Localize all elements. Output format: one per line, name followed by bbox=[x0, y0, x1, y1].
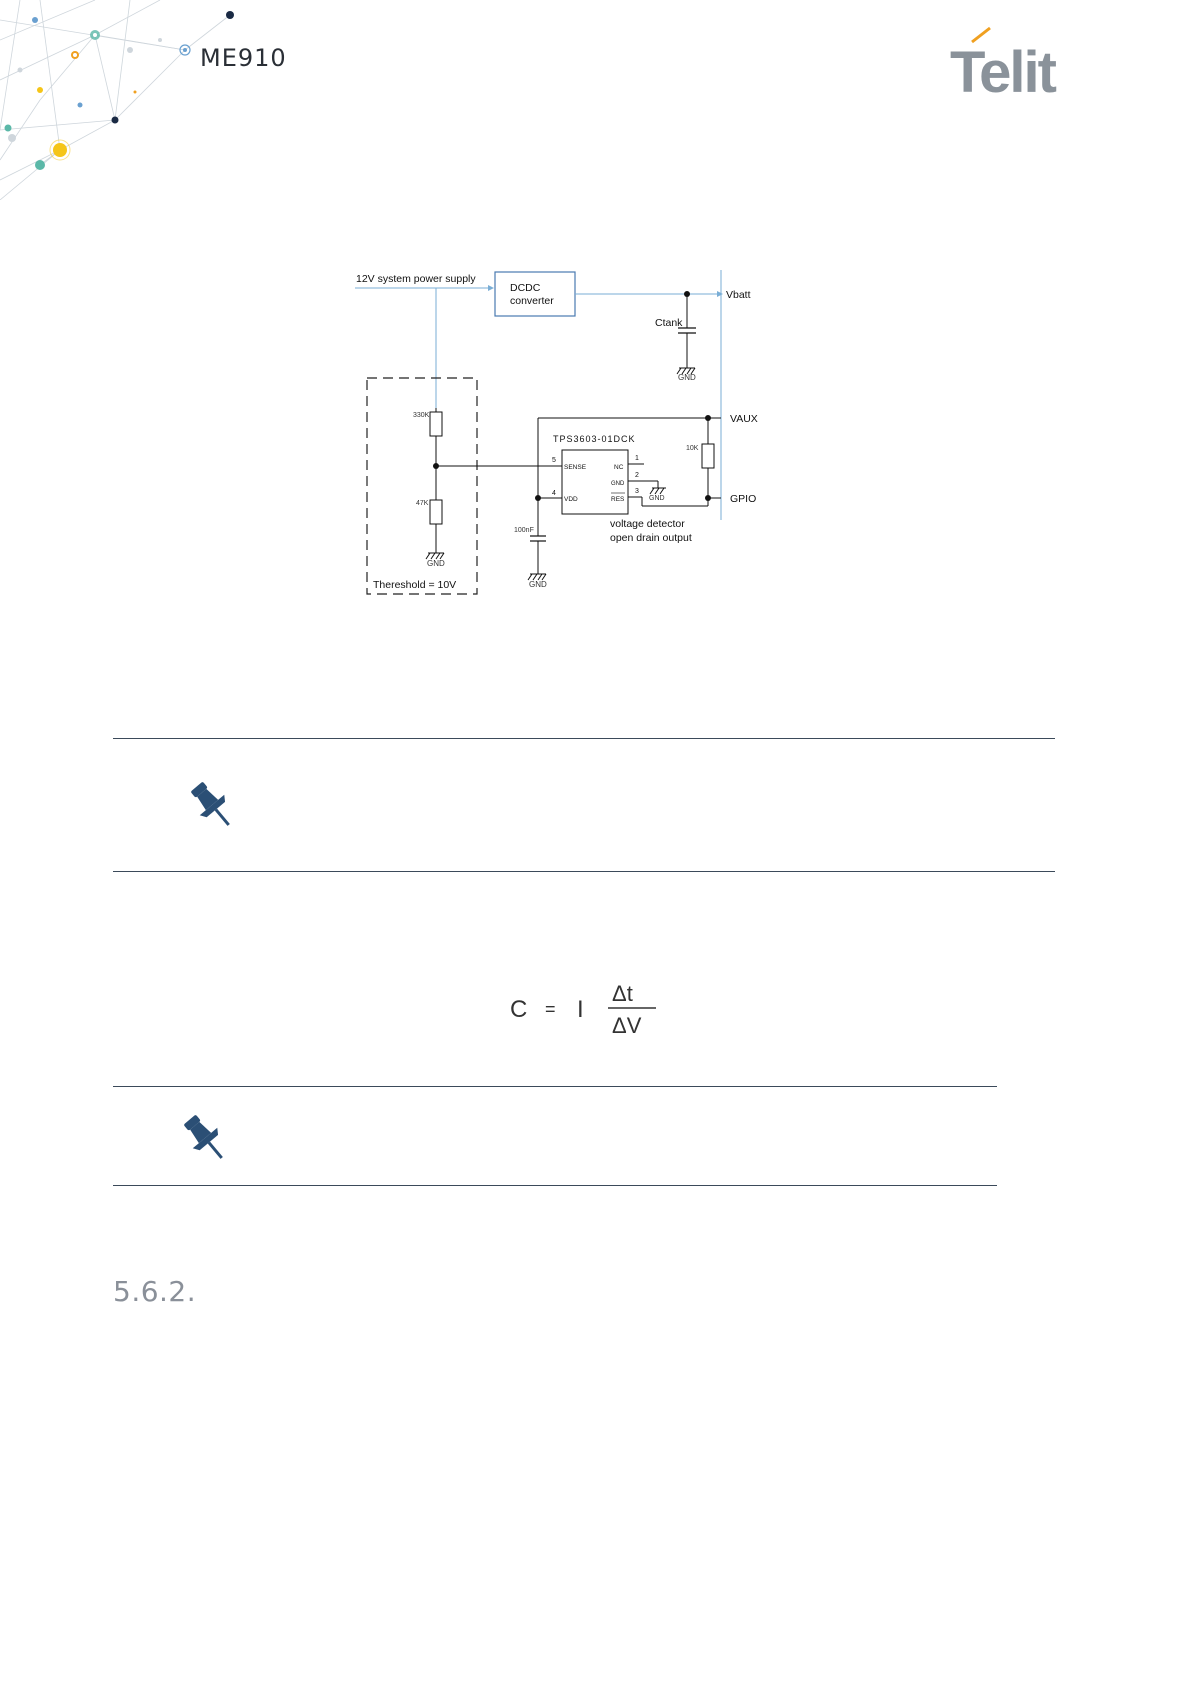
ctank-label: Ctank bbox=[655, 317, 683, 329]
decorative-network-graphic bbox=[0, 0, 290, 200]
telit-logo bbox=[950, 24, 1090, 100]
pin-sense-label: SENSE bbox=[564, 464, 587, 471]
dcdc-label-2: converter bbox=[510, 295, 554, 307]
document-title: ME910 bbox=[200, 44, 287, 72]
formula-c: C bbox=[510, 996, 528, 1023]
pushpin-icon-2 bbox=[175, 1108, 235, 1168]
supply-label: 12V system power supply bbox=[356, 273, 476, 285]
pin4-label: 4 bbox=[552, 490, 556, 497]
voltage-detector-schematic bbox=[340, 260, 820, 630]
detector-label-1: voltage detector bbox=[610, 518, 685, 530]
section-number: 5.6.2. bbox=[113, 1275, 197, 1308]
pin-gnd-label: GND bbox=[611, 481, 625, 487]
note-top-rule bbox=[113, 738, 1055, 739]
pin-res-label: RES bbox=[611, 496, 625, 503]
pin2-label: 2 bbox=[635, 472, 639, 479]
pin1-label: 1 bbox=[635, 455, 639, 462]
formula-numerator: Δt bbox=[612, 981, 633, 1006]
note2-bottom-rule bbox=[113, 1185, 997, 1186]
detector-label-2: open drain output bbox=[610, 532, 692, 544]
pin5-label: 5 bbox=[552, 457, 556, 464]
capacitance-formula bbox=[500, 975, 680, 1045]
r2-label: 47K bbox=[416, 500, 429, 507]
resistor-330k bbox=[430, 412, 442, 436]
threshold-box bbox=[367, 378, 477, 594]
note-bottom-rule bbox=[113, 871, 1055, 872]
resistor-47k bbox=[430, 500, 442, 524]
vbatt-label: Vbatt bbox=[726, 289, 751, 301]
threshold-label: Thereshold = 10V bbox=[373, 579, 457, 591]
c-label: 100nF bbox=[514, 527, 534, 534]
pin-nc-label: NC bbox=[614, 464, 624, 471]
ic-label: TPS3603-01DCK bbox=[553, 434, 636, 444]
note2-top-rule bbox=[113, 1086, 997, 1087]
dcdc-box bbox=[495, 272, 575, 316]
pushpin-icon bbox=[182, 775, 242, 835]
pin-vdd-label: VDD bbox=[564, 496, 578, 503]
vaux-label: VAUX bbox=[730, 413, 758, 425]
gnd-label-ctank: GND bbox=[678, 373, 696, 382]
gnd-label-ic: GND bbox=[649, 495, 665, 502]
r1-label: 330K bbox=[413, 412, 430, 419]
formula-i: I bbox=[577, 996, 584, 1023]
gnd-label-divider: GND bbox=[427, 559, 445, 568]
gpio-label: GPIO bbox=[730, 493, 757, 505]
svg-text:Telit: Telit bbox=[950, 40, 1055, 100]
gnd-label-cap: GND bbox=[529, 580, 547, 589]
pin3-label: 3 bbox=[635, 488, 639, 495]
resistor-10k bbox=[702, 444, 714, 468]
formula-eq: = bbox=[545, 999, 556, 1019]
r3-label: 10K bbox=[686, 445, 699, 452]
dcdc-label-1: DCDC bbox=[510, 282, 541, 294]
formula-denominator: ΔV bbox=[612, 1013, 642, 1038]
